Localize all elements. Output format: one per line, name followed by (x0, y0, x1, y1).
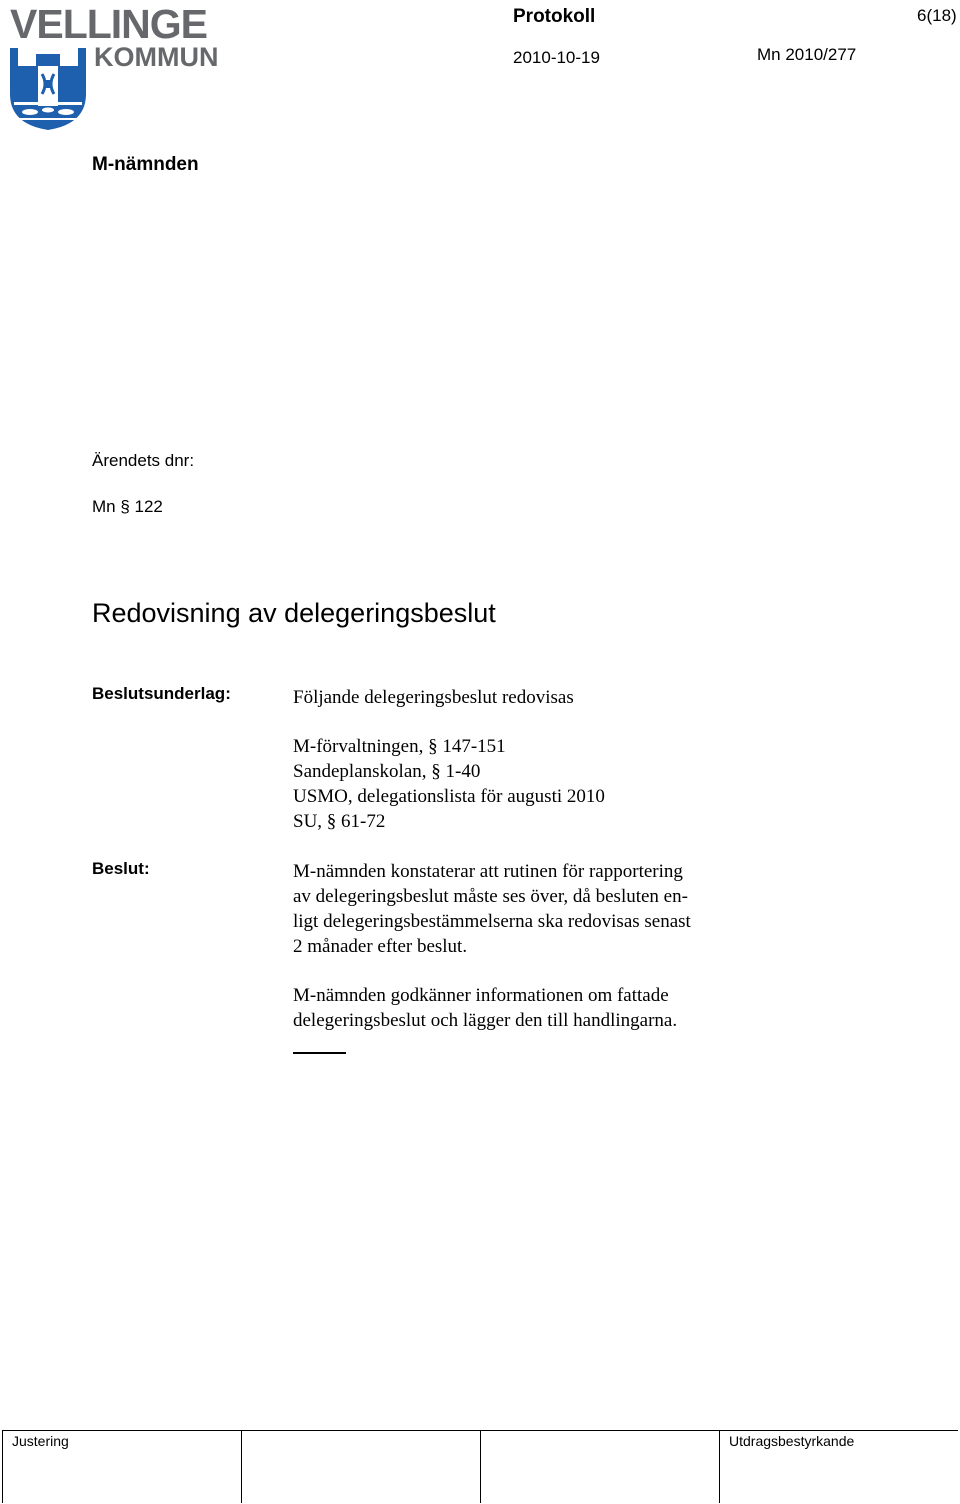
beslut-label: Beslut: (92, 859, 150, 878)
vellinge-kommun-logo (8, 1, 219, 130)
page-title: Redovisning av delegeringsbeslut (92, 598, 496, 628)
signature-cell (719, 1431, 720, 1503)
coat-of-arms-icon (8, 44, 88, 132)
beslut-paragraph-1 (293, 859, 691, 959)
text-line: 2 månader efter beslut. (293, 936, 468, 957)
underlag-item: USMO, delegationslista för augusti 2010 (293, 786, 605, 807)
underlag-item: M-förvaltningen, § 147-151 (293, 736, 506, 757)
paragraph-number: Mn § 122 (92, 497, 163, 516)
text-line: delegeringsbeslut och lägger den till handlingarna. (293, 1010, 678, 1031)
text-line: M-nämnden konstaterar att rutinen för rapportering (293, 861, 683, 882)
logo-text-kommun: KOMMUN (94, 42, 219, 72)
underlag-intro: Följande delegeringsbeslut redovisas (293, 687, 574, 708)
underlag-item: Sandeplanskolan, § 1-40 (293, 761, 481, 782)
case-reference: Mn 2010/277 (757, 45, 857, 64)
signature-cell (480, 1431, 481, 1503)
logo-text-vellinge: VELLINGE (10, 1, 208, 47)
end-of-section-line (293, 1052, 346, 1054)
signature-cell (241, 1431, 242, 1503)
underlag-item: SU, § 61-72 (293, 811, 386, 832)
underlag-label: Beslutsunderlag: (92, 684, 231, 703)
beslut-paragraph-2 (293, 983, 677, 1033)
signature-cell (2, 1431, 3, 1503)
underlag-list (293, 734, 605, 834)
page-number: 6(18) (917, 6, 957, 25)
text-line: ligt delegeringsbestämmelserna ska redovisas senast (293, 911, 691, 932)
document-type: Protokoll (513, 6, 596, 27)
committee-name: M-nämnden (92, 154, 199, 175)
justering-label: Justering (12, 1433, 69, 1449)
meeting-date: 2010-10-19 (513, 48, 600, 67)
case-dnr-label: Ärendets dnr: (92, 451, 195, 470)
text-line: M-nämnden godkänner informationen om fattade (293, 985, 669, 1006)
footer-signature-table (2, 1430, 958, 1503)
utdragsbestyrkande-label: Utdragsbestyrkande (729, 1433, 855, 1449)
text-line: av delegeringsbeslut måste ses över, då besluten en- (293, 886, 688, 907)
